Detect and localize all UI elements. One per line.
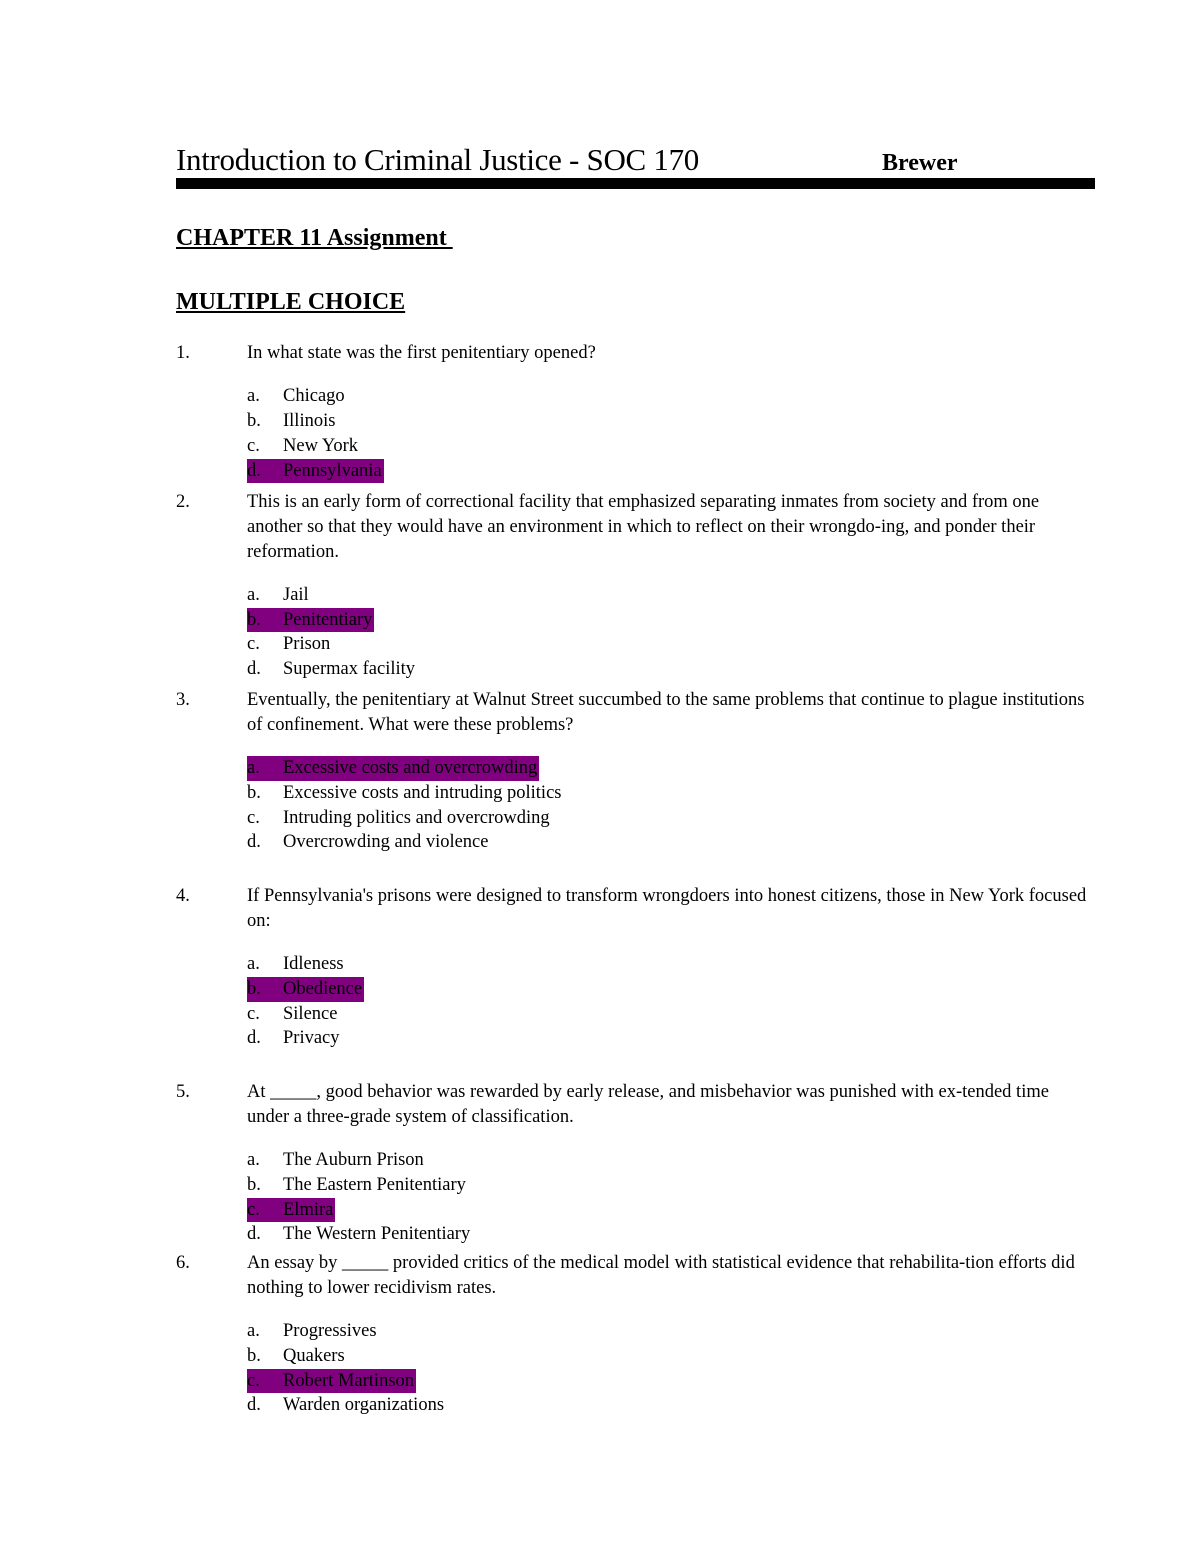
option-text: Penitentiary	[283, 609, 373, 630]
question-1	[176, 341, 1096, 502]
answer-options	[247, 952, 1096, 1051]
option-text: New York	[283, 435, 359, 456]
question-text: If Pennsylvania's prisons were designed to transform wrongdoers into honest citizens, those in New York focused on:	[247, 886, 1087, 931]
option-text: Idleness	[283, 954, 344, 975]
option-letter: c.	[247, 1370, 260, 1391]
option-letter: b.	[247, 978, 261, 999]
answer-options	[247, 1148, 1096, 1247]
answer-option	[247, 952, 1096, 977]
answer-option	[247, 1173, 1096, 1198]
question-text: In what state was the first penitentiary opened?	[247, 343, 596, 363]
option-letter: a.	[247, 386, 260, 407]
option-text: Progressives	[283, 1321, 377, 1342]
course-title: Introduction to Criminal Justice - SOC 170	[176, 142, 699, 177]
option-text: Supermax facility	[283, 659, 416, 680]
option-letter: a.	[247, 954, 260, 975]
section-heading: MULTIPLE CHOICE	[176, 289, 406, 315]
option-text: Pennsylvania	[283, 460, 382, 481]
question-text: At _____, good behavior was rewarded by early release, and misbehavior was punished with ex-tended time under a three-grade system of classification.	[247, 1082, 1049, 1127]
answer-option	[247, 781, 1096, 806]
question-4	[176, 884, 1096, 1070]
option-letter: a.	[247, 1150, 260, 1171]
option-text: Robert Martinson	[283, 1370, 415, 1391]
instructor-name: Brewer	[882, 150, 958, 176]
option-text: Prison	[283, 634, 331, 655]
option-text: The Eastern Penitentiary	[283, 1174, 466, 1195]
option-letter: d.	[247, 832, 261, 853]
option-letter: b.	[247, 782, 261, 803]
answer-option	[247, 1344, 1096, 1369]
option-text: The Western Penitentiary	[283, 1224, 471, 1245]
answer-option	[247, 583, 1096, 608]
answer-options	[247, 384, 1096, 483]
document-header	[176, 142, 1095, 182]
option-letter: d.	[247, 1395, 261, 1416]
option-letter: b.	[247, 1345, 261, 1366]
option-text: Obedience	[283, 978, 363, 999]
chapter-heading: CHAPTER 11 Assignment	[176, 225, 453, 251]
question-text: An essay by _____ provided critics of the medical model with statistical evidence that rehabilita-tion efforts did nothing to lower recidivism rates.	[247, 1253, 1075, 1298]
question-number: 5.	[176, 1082, 190, 1102]
option-letter: c.	[247, 807, 260, 828]
option-letter: d.	[247, 1224, 261, 1245]
answer-option	[247, 1393, 1096, 1418]
option-letter: b.	[247, 411, 261, 432]
answer-option	[247, 1369, 1096, 1394]
answer-options	[247, 1319, 1096, 1418]
option-text: Elmira	[283, 1199, 334, 1220]
question-text: Eventually, the penitentiary at Walnut Street succumbed to the same problems that continue to plague institutions of confinement. What were these problems?	[247, 690, 1085, 735]
answer-option	[247, 830, 1096, 855]
option-text: Excessive costs and intruding politics	[283, 782, 562, 803]
option-text: Silence	[283, 1003, 338, 1024]
option-letter: d.	[247, 1028, 261, 1049]
answer-option	[247, 756, 1096, 781]
option-text: The Auburn Prison	[283, 1150, 424, 1171]
option-letter: a.	[247, 584, 260, 605]
answer-option	[247, 806, 1096, 831]
answer-option	[247, 632, 1096, 657]
option-letter: d.	[247, 460, 261, 481]
question-3	[176, 688, 1096, 874]
option-letter: a.	[247, 758, 260, 779]
answer-option	[247, 1148, 1096, 1173]
header-rule	[176, 178, 1095, 189]
question-number: 2.	[176, 492, 190, 512]
question-6	[176, 1251, 1096, 1437]
question-number: 6.	[176, 1253, 190, 1273]
question-number: 1.	[176, 343, 190, 363]
answer-option	[247, 384, 1096, 409]
option-text: Excessive costs and overcrowding	[283, 758, 538, 779]
answer-option	[247, 1026, 1096, 1051]
answer-option	[247, 657, 1096, 682]
option-letter: c.	[247, 634, 260, 655]
option-letter: d.	[247, 659, 261, 680]
answer-option	[247, 608, 1096, 633]
answer-option	[247, 409, 1096, 434]
question-number: 3.	[176, 690, 190, 710]
answer-option	[247, 434, 1096, 459]
option-text: Chicago	[283, 386, 345, 407]
option-text: Jail	[283, 584, 309, 605]
question-5	[176, 1080, 1096, 1266]
option-text: Overcrowding and violence	[283, 832, 489, 853]
answer-options	[247, 583, 1096, 682]
option-text: Quakers	[283, 1345, 345, 1366]
question-text: This is an early form of correctional facility that emphasized separating inmates from society and from one another so that they would have an environment in which to reflect on their wrongdo-ing, and ponder their reformation.	[247, 492, 1040, 562]
answer-option	[247, 1002, 1096, 1027]
option-text: Intruding politics and overcrowding	[283, 807, 550, 828]
answer-option	[247, 1319, 1096, 1344]
option-letter: b.	[247, 609, 261, 630]
answer-option	[247, 1222, 1096, 1247]
option-letter: c.	[247, 435, 260, 456]
option-letter: b.	[247, 1174, 261, 1195]
answer-option	[247, 459, 1096, 484]
option-text: Privacy	[283, 1028, 340, 1049]
option-text: Illinois	[283, 411, 336, 432]
option-text: Warden organizations	[283, 1395, 445, 1416]
question-number: 4.	[176, 886, 190, 906]
answer-option	[247, 977, 1096, 1002]
option-letter: c.	[247, 1003, 260, 1024]
answer-options	[247, 756, 1096, 855]
option-letter: c.	[247, 1199, 260, 1220]
option-letter: a.	[247, 1321, 260, 1342]
answer-option	[247, 1198, 1096, 1223]
question-2	[176, 490, 1096, 701]
